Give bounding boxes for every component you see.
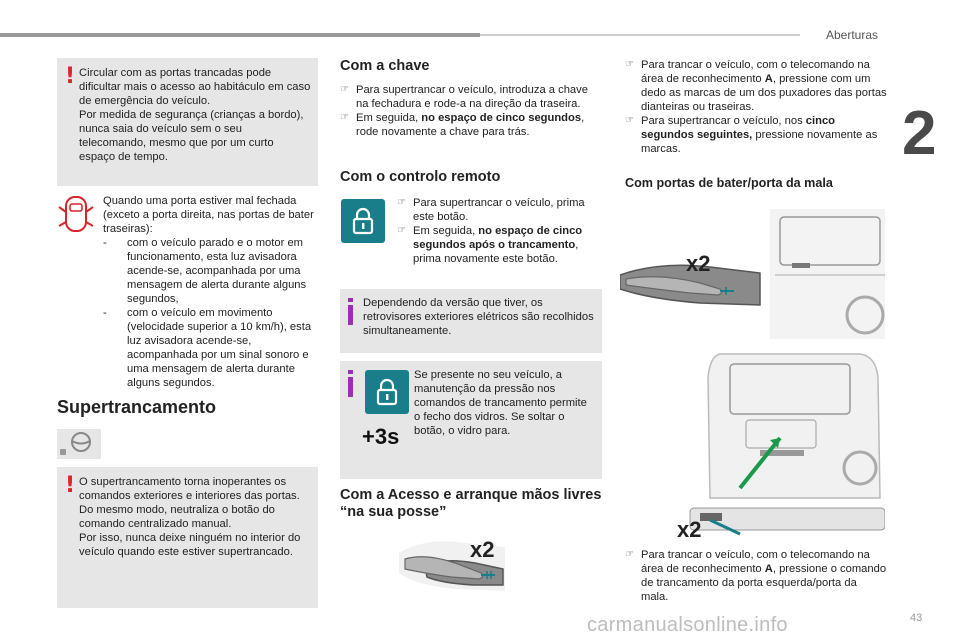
heading-com-a-chave: Com a chave (340, 58, 430, 74)
heading-controlo-remoto: Com o controlo remoto (340, 169, 501, 185)
list-item: ☞ Para supertrancar o veículo, prima este botão. (397, 197, 585, 223)
info-text-mirrors: Dependendo da versão que tiver, os retrovisores exteriores elétricos são recolhidos simultaneamente. (363, 297, 594, 337)
list-item: ☞ Para supertrancar o veículo, introduza a chave na fechadura e rode-a na direção da traseira. (340, 84, 588, 110)
list-item: - com o veículo em movimento (velocidade superior a 10 km/h), esta luz avisadora acende-se, acompanhada por um sinal sonoro e uma mensagem de alerta durante alguns segundos. (103, 307, 312, 389)
section-title: Aberturas (826, 28, 879, 42)
list-item: ☞ Em seguida, no espaço de cinco segundos após o trancamento, prima novamente este botão. (397, 225, 583, 265)
double-press-label-tailgate: x2 (677, 517, 702, 542)
list-item: ☞ Para supertrancar o veículo, nos cinco segundos seguintes, pressione novamente as marcas. (625, 115, 878, 155)
info-icon (348, 305, 353, 325)
warning-icon: ! (65, 64, 76, 89)
chapter-number: 2 (902, 99, 937, 168)
remote-instructions (397, 196, 601, 266)
info-icon (348, 377, 353, 397)
heading-supertrancamento: Supertrancamento (57, 397, 217, 417)
header-rule (0, 33, 480, 37)
info-text-windows: Se presente no seu veículo, a manutenção da pressão nos comandos de trancamento permite o fecho dos vidros. Se soltar o botão, o vidro para. (414, 369, 587, 437)
page-number: 43 (910, 612, 923, 624)
list-item: ☞ Para trancar o veículo, com o telecomando na área de reconhecimento A, pressione o comando de trancamento da porta esquerda/porta da mala. (625, 549, 887, 603)
list-item: ☞ Para trancar o veículo, com o telecomando na área de reconhecimento A, pressione com um dedo as marcas de um dos puxadores das portas dianteiras ou traseiras. (625, 59, 887, 113)
key-instructions (340, 83, 602, 139)
header-rule-light (480, 34, 800, 36)
double-press-label: x2 (470, 537, 495, 562)
double-press-label-handle: x2 (686, 251, 711, 276)
door-warning-text (103, 194, 321, 390)
heading-acesso-maos-livres: Com a Acesso e arranque mãos livres “na sua posse” (340, 487, 602, 520)
steering-wheel-lock-icon (57, 429, 101, 464)
door-warning-intro: Quando uma porta estiver mal fechada (exceto a porta direita, nas portas de bater traseiras): (103, 195, 314, 235)
list-item: ☞ Em seguida, no espaço de cinco segundos, rode novamente a chave para trás. (340, 112, 585, 138)
watermark: carmanualsonline.info (587, 614, 788, 636)
remote-lock-button-icon (365, 370, 409, 414)
list-item: - com o veículo parado e o motor em funcionamento, esta luz avisadora acende-se, acompanhada por uma mensagem de alerta durante alguns segundos, (103, 237, 307, 305)
warning-icon: ! (65, 473, 76, 498)
door-open-warning-icon (57, 194, 95, 239)
remote-lock-button-icon (341, 199, 385, 243)
press-duration-label: +3s (362, 424, 400, 449)
rear-door-handle-illustration (620, 205, 885, 350)
tailgate-illustration (680, 348, 885, 545)
tailgate-instructions (625, 548, 887, 604)
warning-text-supertrancamento: O supertrancamento torna inoperantes os comandos exteriores e interiores das portas. Do mesmo modo, neutraliza o botão do comando centralizado manual. Por isso, nunca deixe ninguém no interior do veículo quando este estiver supertrancado. (79, 476, 301, 558)
warning-text-doors: Circular com as portas trancadas pode dificultar mais o acesso ao habitáculo em caso de emergência do veículo. Por medida de segurança (crianças a bordo), nunca saia do veículo sem o seu telecomando, mesmo que por um curto espaço de tempo. (79, 67, 311, 163)
handle-instructions (625, 58, 887, 156)
heading-portas-de-bater: Com portas de bater/porta da mala (625, 176, 833, 190)
